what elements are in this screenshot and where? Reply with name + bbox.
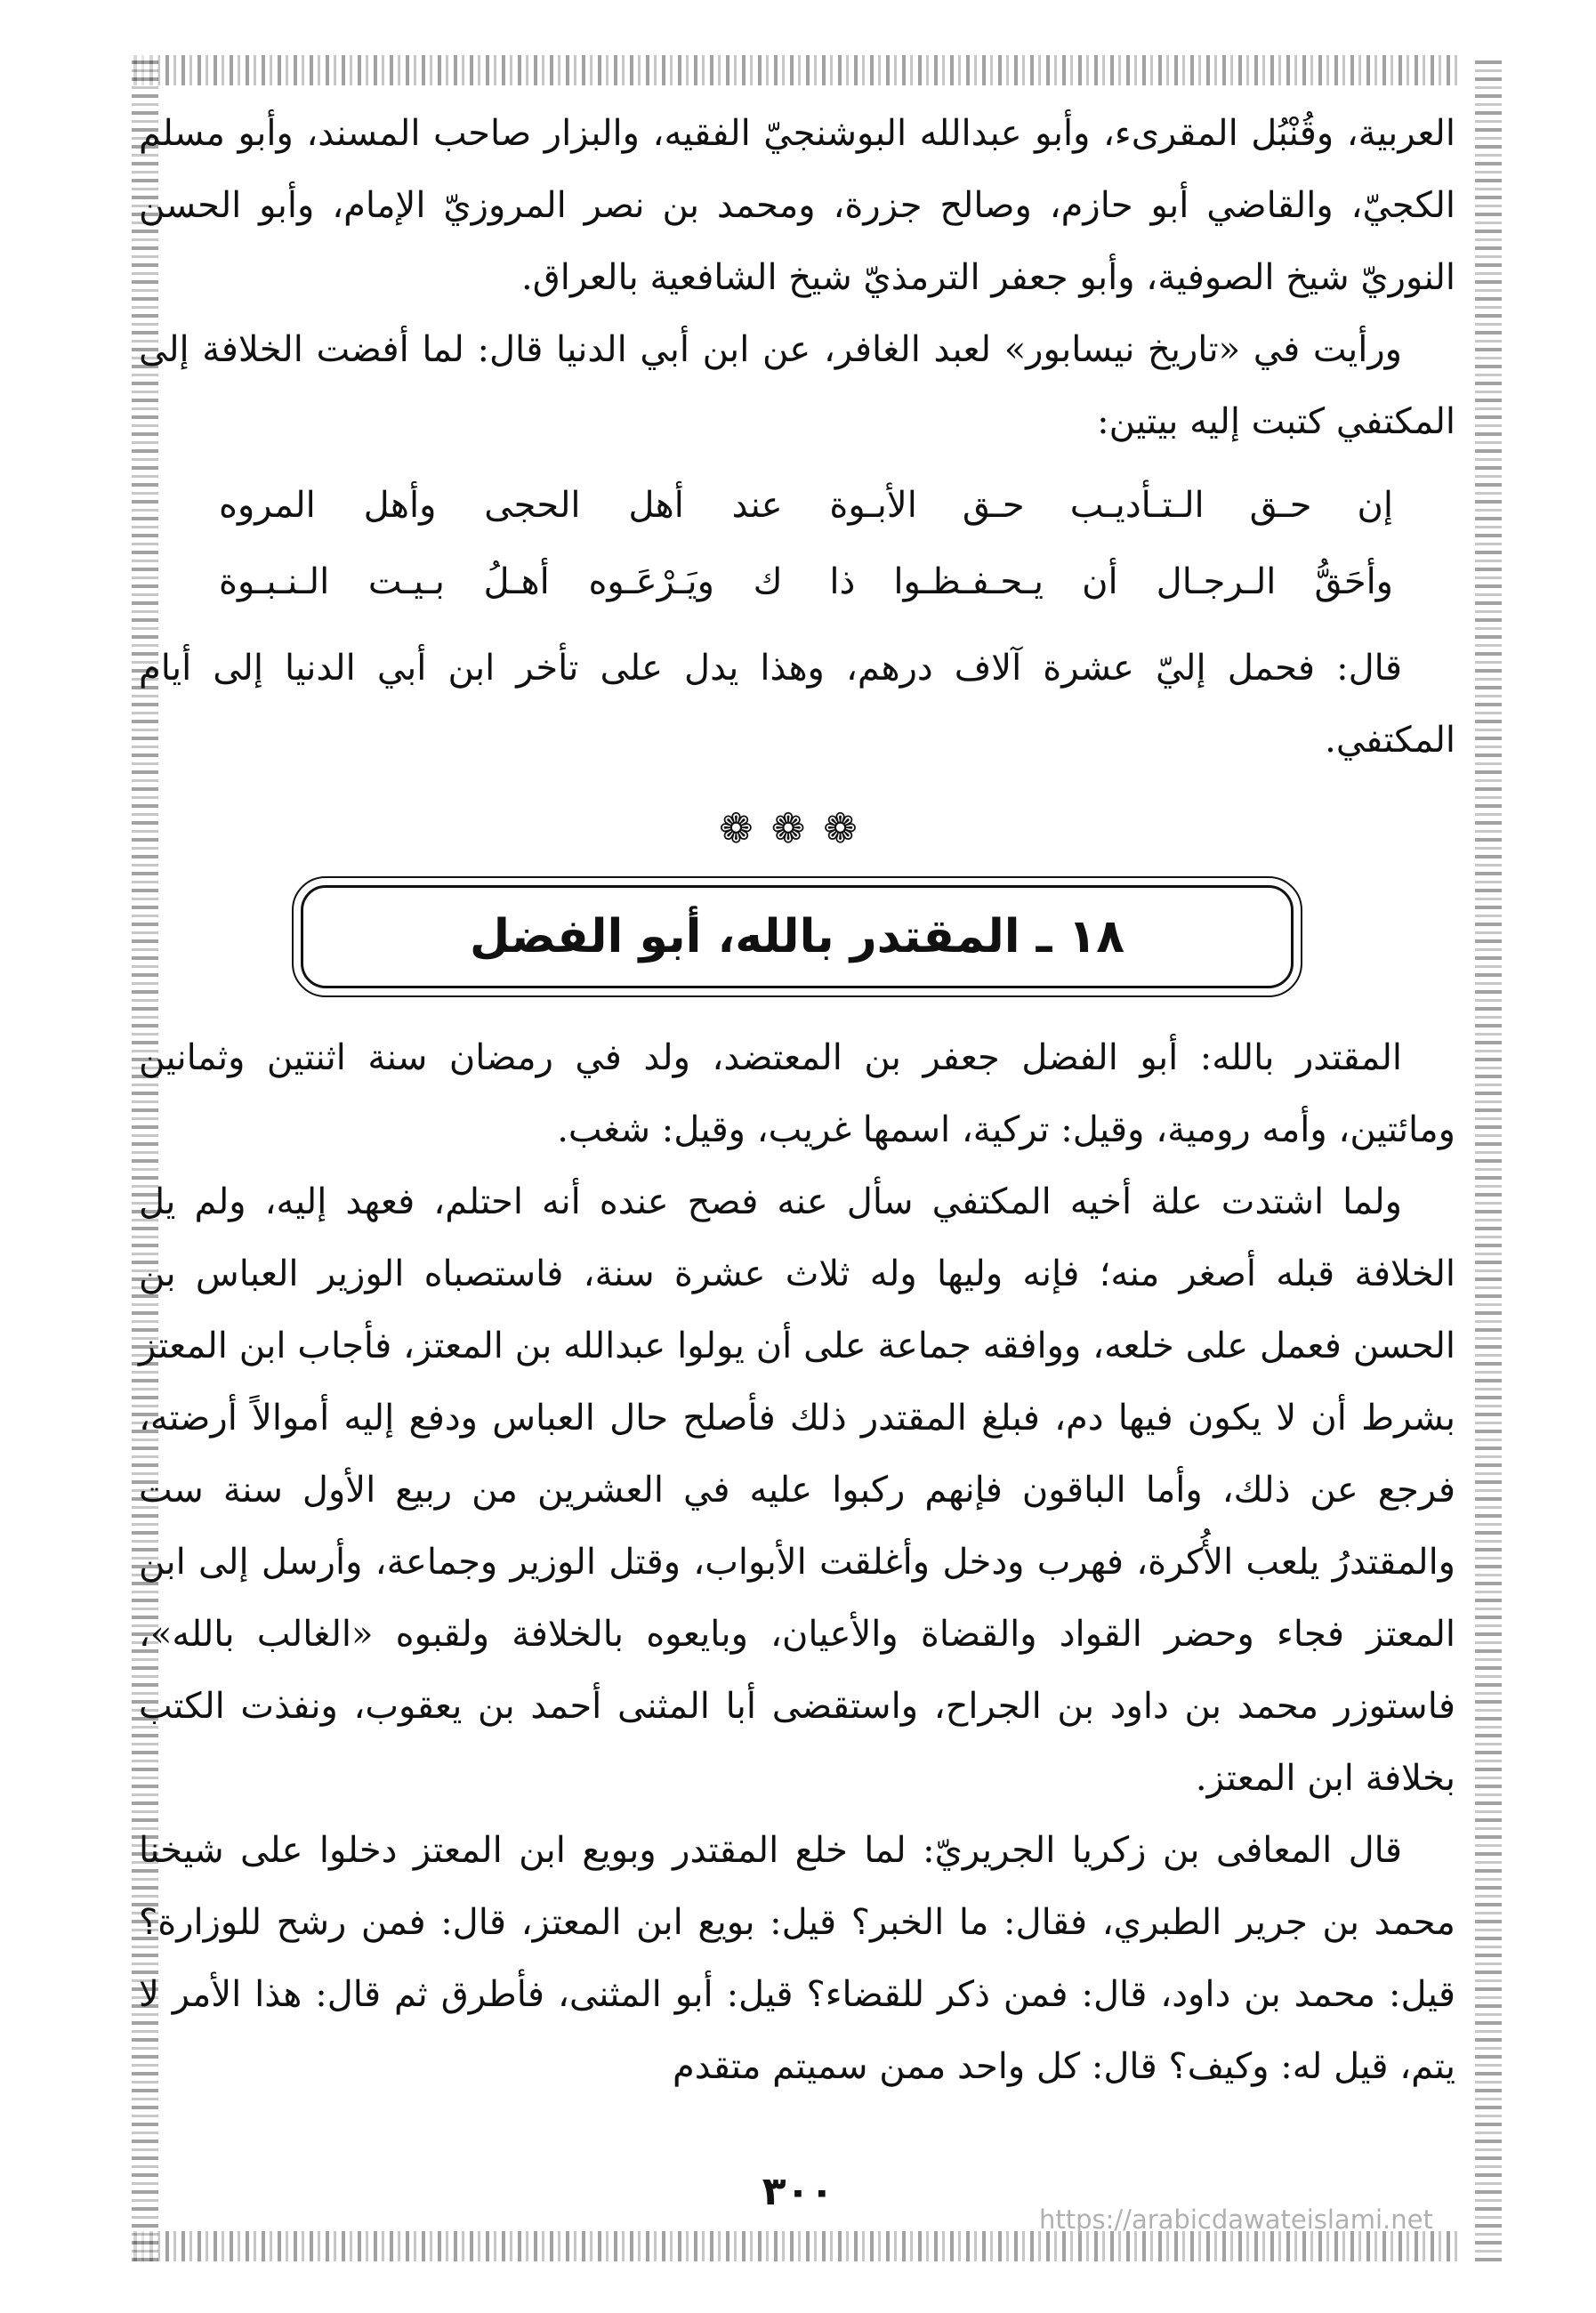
page-body bbox=[139, 98, 1455, 2103]
paragraph-tabari-account: قال المعافى بن زكريا الجريريّ: لما خلع المقتدر وبويع ابن المعتز دخلوا على شيخنا محمد بن جرير الطبري، فقال: ما الخبر؟ قيل: بويع ابن المعتز، قال: فمن رشح للوزارة؟ قيل: محمد بن داود، قال: فمن ذكر للقضاء؟ قيل: أبو المثنى، فأطرق ثم قال: هذا الأمر لا يتم، قيل له: وكيف؟ قال: كل واحد ممن سميتم متقدم bbox=[139, 1830, 1455, 2087]
poem bbox=[139, 467, 1455, 620]
poem-verse bbox=[219, 467, 1393, 544]
verse-first-hemistich: وأحَقُّ الـرجـال أن يـحـفـظـوا ذا bbox=[829, 561, 1393, 602]
decorative-border-right bbox=[1475, 55, 1502, 2261]
paragraph-after-poem: قال: فحمل إليّ عشرة آلاف درهم، وهذا يدل على تأخر ابن أبي الدنيا إلى أيام المكتفي. bbox=[139, 648, 1455, 761]
paragraph-muqtadir-intro: المقتدر بالله: أبو الفضل جعفر بن المعتضد، ولد في رمضان سنة اثنتين وثمانين ومائتين، وأمه رومية، وقيل: تركية، اسمها غريب، وقيل: شغب. bbox=[139, 1037, 1455, 1150]
paragraph-scholars-list: العربية، وقُنْبُل المقرىء، وأبو عبدالله البوشنجيّ الفقيه، والبزار صاحب المسند، وأبو مسلم الكجيّ، والقاضي أبو حازم، وصالح جزرة، ومحمد بن نصر المروزيّ الإمام، وأبو الحسن النوريّ شيخ الصوفية، وأبو جعفر الترمذيّ شيخ الشافعية بالعراق. bbox=[139, 113, 1455, 298]
watermark-url: https://arabicdawateislami.net bbox=[1039, 2204, 1433, 2235]
decorative-border-bottom bbox=[133, 2231, 1463, 2261]
verse-second-hemistich: عند أهل الحجى وأهل المروه bbox=[219, 485, 783, 526]
paragraph-succession: ولما اشتدت علة أخيه المكتفي سأل عنه فصح عنده أنه احتلم، فعهد إليه، ولم يل الخلافة قبله أصغر منه؛ فإنه وليها وله ثلاث عشرة سنة، فاستصباه الوزير العباس بن الحسن فعمل على خلعه، ووافقه جماعة على أن يولوا عبدالله بن المعتز، فأجاب ابن المعتز بشرط أن لا يكون فيها دم، فبلغ المقتدر ذلك فأصلح حال العباس ودفع إليه أموالاً أرضته، فرجع عن ذلك، وأما الباقون فإنهم ركبوا عليه في العشرين من ربيع الأول سنة ست والمقتدرُ يلعب الأُكرة، فهرب ودخل وأغلقت الأبواب، وقتل الوزير وجماعة، وأرسل إلى ابن المعتز فجاء وحضر القواد والقضاة والأعيان، وبايعوه بالخلافة ولقبوه «الغالب بالله»، فاستوزر محمد بن داود بن الجراح، واستقضى أبا المثنى أحمد بن يعقوب، ونفذت الكتب بخلافة ابن المعتز. bbox=[139, 1181, 1455, 1799]
section-heading-box bbox=[301, 885, 1294, 988]
verse-second-hemistich: ك ويَـرْعَـوه أهـلُ بـيـت الـنـبـوة bbox=[219, 561, 783, 602]
verse-first-hemistich: إن حـق الـتـأديـب حـق الأبـوة bbox=[829, 485, 1393, 526]
poem-verse bbox=[219, 544, 1393, 620]
section-separator: ❁❁❁ bbox=[719, 804, 875, 852]
paragraph-nishapur-history: ورأيت في «تاريخ نيسابور» لعبد الغافر، عن ابن أبي الدنيا قال: لما أفضت الخلافة إلى المكتفي كتبت إليه بيتين: bbox=[139, 329, 1455, 442]
section-heading: ١٨ ـ المقتدر بالله، أبو الفضل bbox=[469, 910, 1125, 963]
page-number: ٣٠٠ bbox=[762, 2169, 834, 2214]
decorative-border-top bbox=[133, 55, 1463, 85]
